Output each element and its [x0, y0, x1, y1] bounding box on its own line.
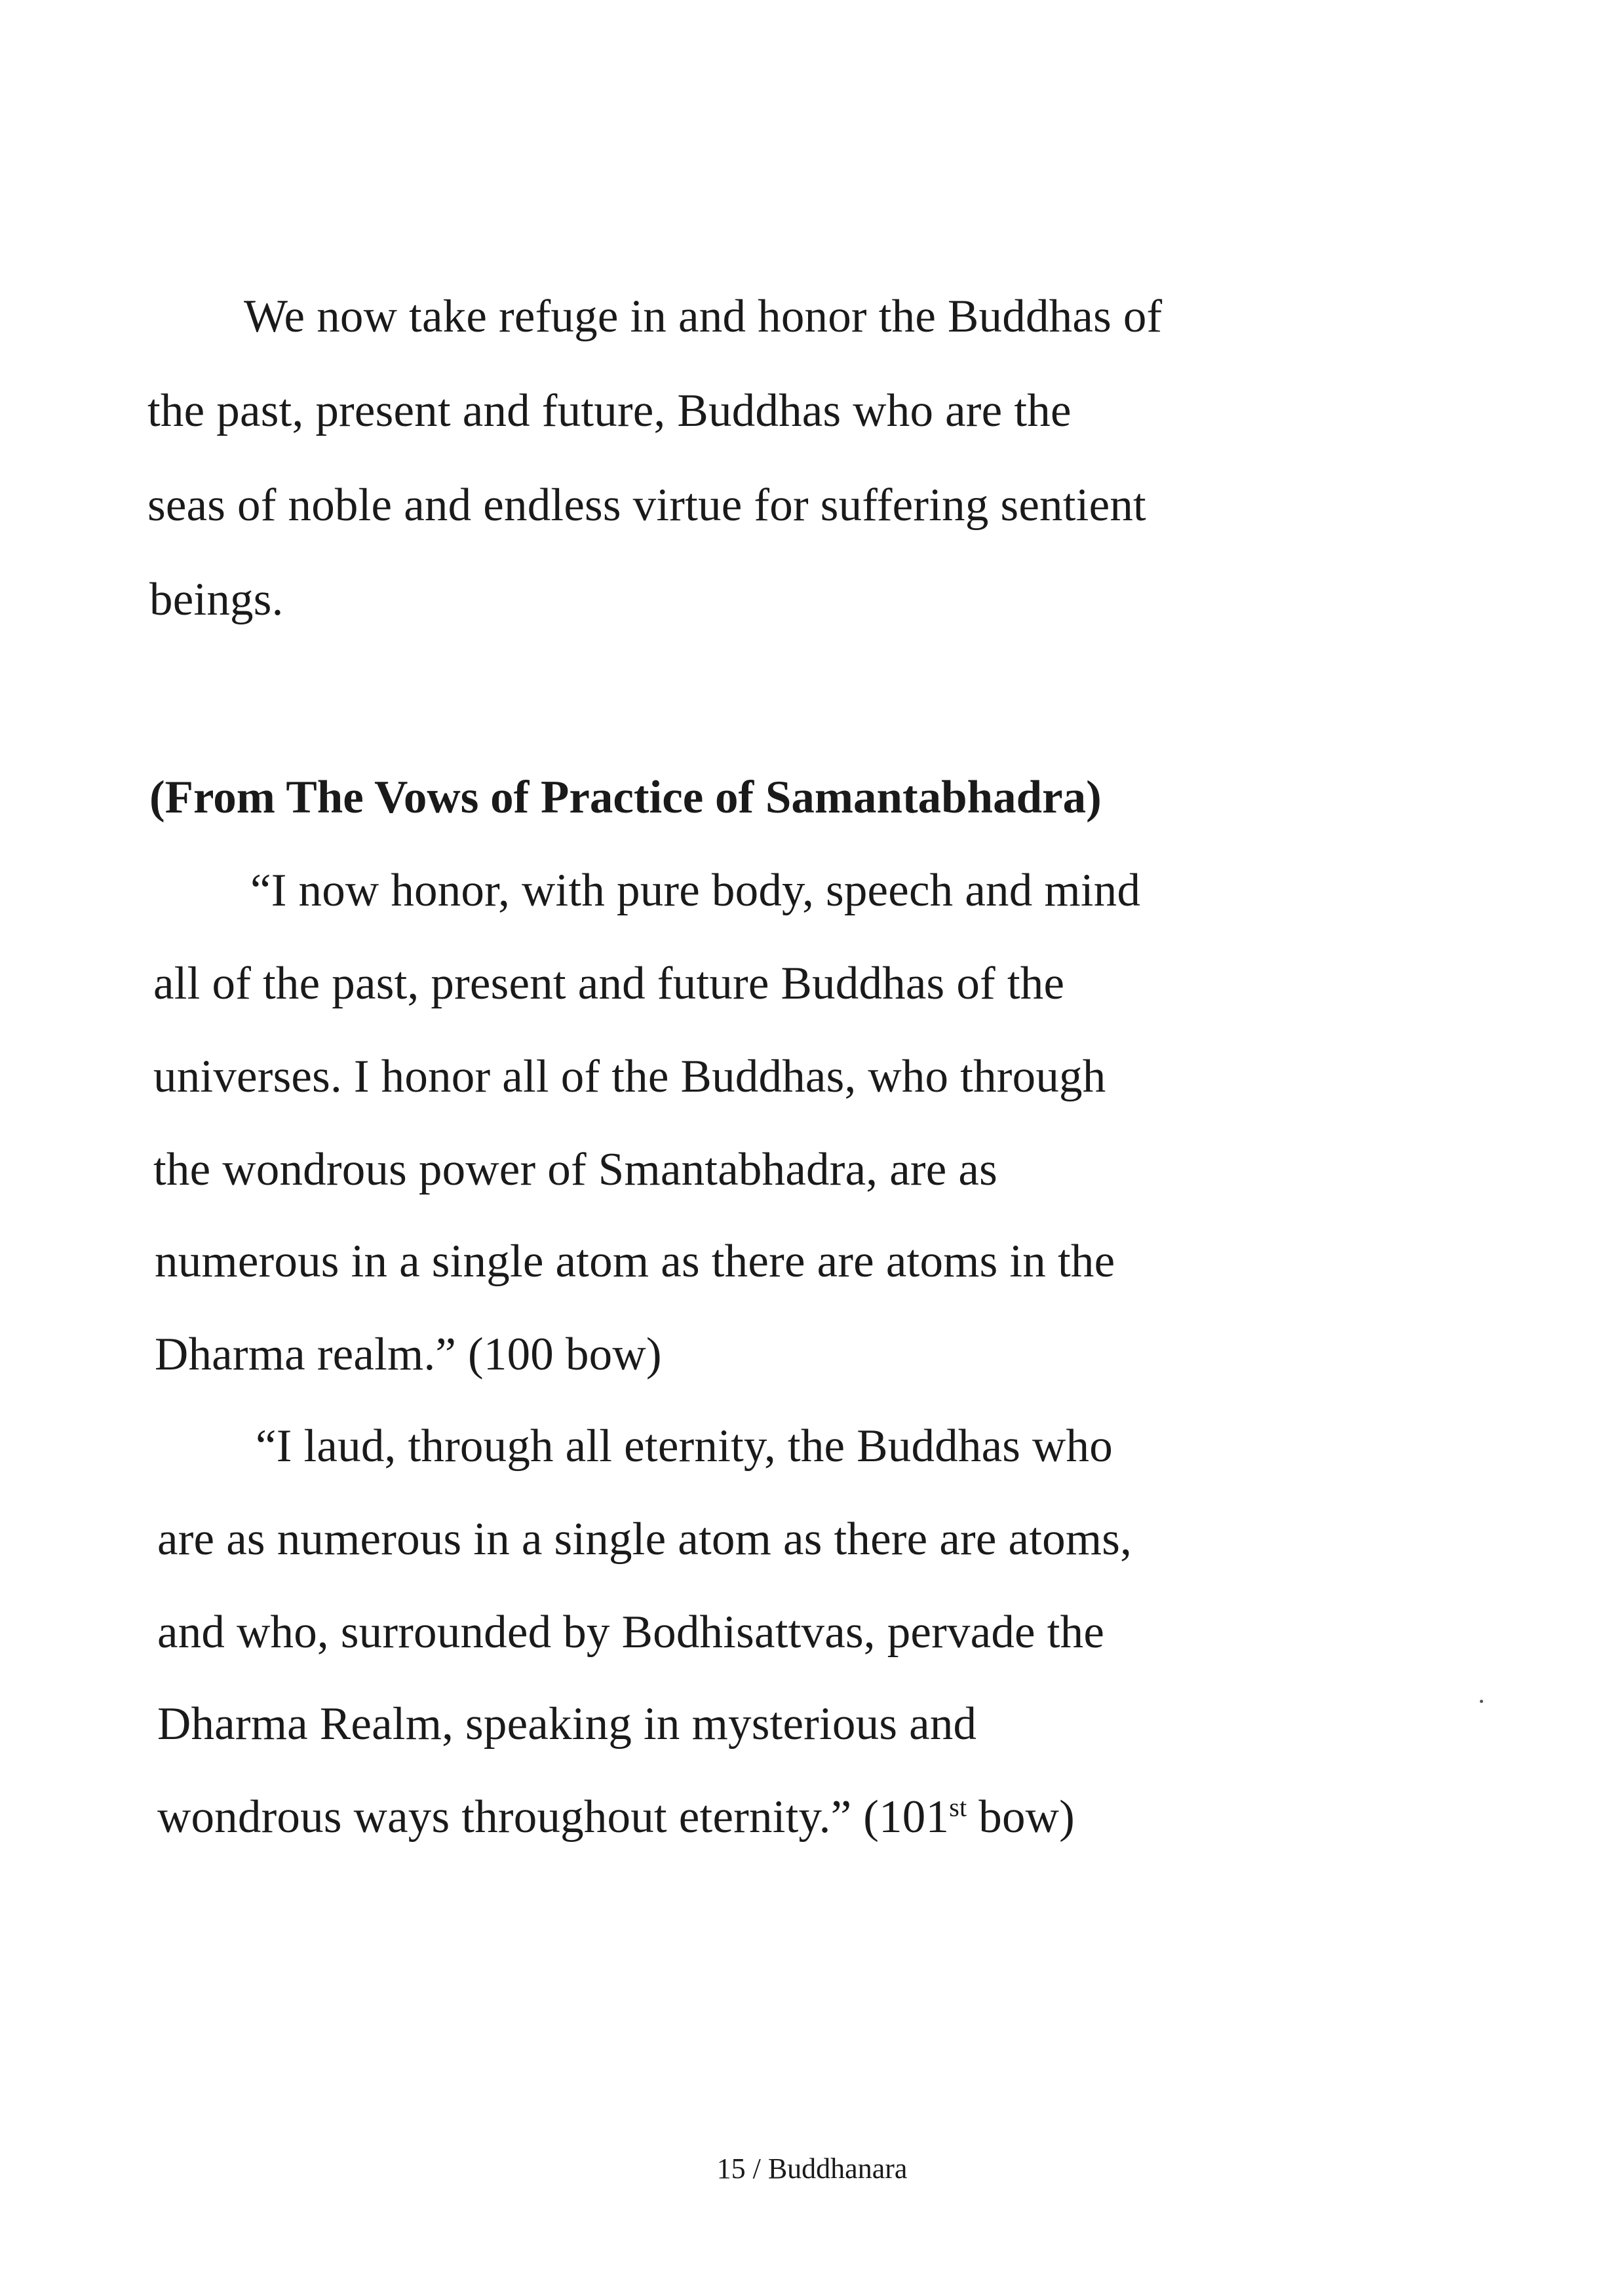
paragraph1-line-4: beings. [149, 574, 284, 625]
paragraph2-line-6: Dharma realm.” (100 bow) [155, 1329, 662, 1380]
paragraph1-line-3: seas of noble and endless virtue for suffering sentient [147, 480, 1146, 531]
paragraph3-line-5-text: wondrous ways throughout eternity.” (101 [157, 1791, 950, 1843]
paragraph2-line-5: numerous in a single atom as there are atoms in the [155, 1236, 1115, 1287]
paragraph1-line-2: the past, present and future, Buddhas who are the [147, 385, 1072, 436]
paragraph3-line-1: “I laud, through all eternity, the Buddhas who [256, 1421, 1113, 1472]
bleed-through-texture [1232, 367, 1599, 1874]
page-footer: 15 / Buddhanara [716, 2152, 908, 2185]
paragraph3-line-5 [157, 1791, 1075, 1843]
paragraph2-line-1: “I now honor, with pure body, speech and mind [250, 865, 1141, 916]
paragraph1-line-1: We now take refuge in and honor the Buddhas of [244, 291, 1163, 342]
paragraph2-line-4: the wondrous power of Smantabhadra, are as [153, 1144, 997, 1195]
paragraph3-line-5-end: bow) [967, 1791, 1075, 1843]
paragraph3-line-4: Dharma Realm, speaking in mysterious and [157, 1698, 977, 1750]
paragraph3-line-3: and who, surrounded by Bodhisattvas, pervade the [157, 1607, 1105, 1658]
scan-speck [1480, 1700, 1483, 1703]
paragraph3-line-2: are as numerous in a single atom as there are atoms, [157, 1514, 1132, 1565]
paragraph2-line-3: universes. I honor all of the Buddhas, who through [153, 1051, 1106, 1102]
ordinal-suffix: st [949, 1792, 967, 1822]
section-heading: (From The Vows of Practice of Samantabhadra) [149, 772, 1102, 823]
paragraph2-line-2: all of the past, present and future Buddhas of the [153, 958, 1065, 1009]
